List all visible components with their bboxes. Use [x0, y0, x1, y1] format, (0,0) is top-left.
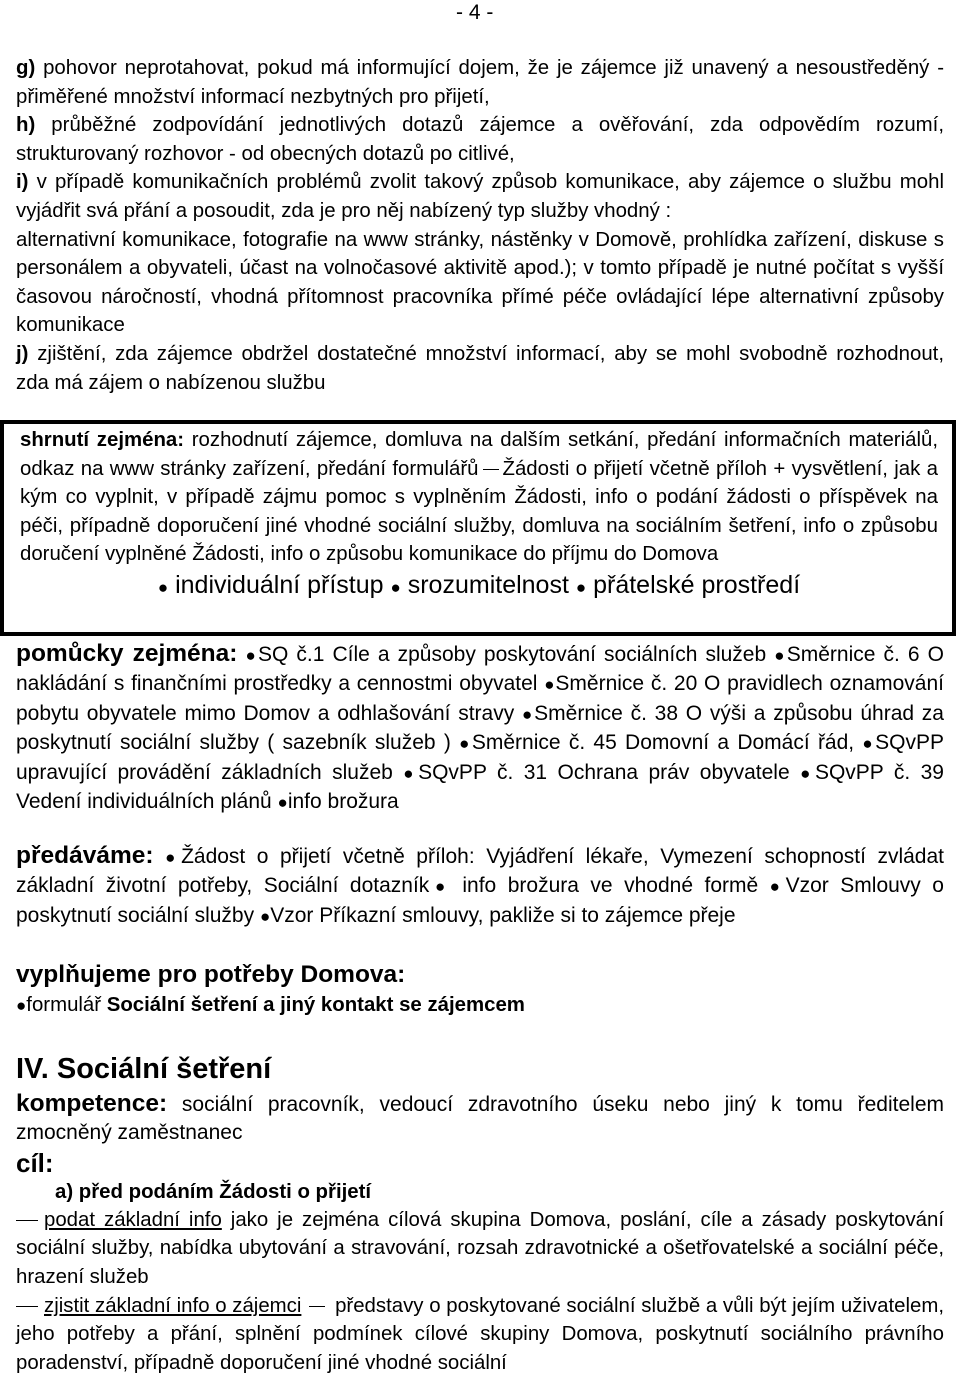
- summary-box: [0, 420, 956, 636]
- bullet-icon: ●: [390, 577, 401, 597]
- competence-text: sociální pracovník, vedoucí zdravotního úseku nebo jiný k tomu ředitelem zmocněný zaměstnanec: [16, 1093, 944, 1145]
- item-g-text: pohovor neprotahovat, pokud má informující dojem, že je zájemce již unavený a nesoustředěný - přiměřené množství informací nezbytných pro přijetí,: [16, 57, 944, 108]
- item-h-text: průběžné zodpovídání jednotlivých dotazů zájemce a ověřování, zda odpovědím rozumí, strukturovaný rozhovor - od obecných dotazů po citlivé,: [16, 114, 944, 165]
- bullet-icon: ●: [774, 646, 787, 665]
- summary-text-a: rozhodnutí zájemce, domluva na dalším setkání, předání informačních materiálů, odkaz na www stránky zařízení, předání formulářů: [20, 429, 938, 480]
- aids-label: pomůcky zejména:: [16, 640, 238, 667]
- item-i: [16, 168, 944, 225]
- bullet-icon: ●: [165, 848, 182, 867]
- goal-label: cíl:: [16, 1147, 54, 1178]
- goal-item-2-text: představy o poskytované sociální službě a vůli být jejím uživatelem, jeho potřeby a přání, splnění podmínek cílové skupiny Domova, poskytnutí sociálního právního poradenství, případně doporučení jiné vhodné sociální: [16, 1294, 944, 1374]
- item-i-label: i): [16, 171, 29, 194]
- item-h: [16, 111, 944, 168]
- handover-item: Vzor Smlouvy o poskytnutí sociální služby: [16, 874, 944, 927]
- bullet-icon: ●: [259, 906, 271, 926]
- dash-icon: [309, 1306, 325, 1307]
- bullet-icon: ●: [521, 704, 535, 724]
- bullet-icon: ●: [800, 763, 815, 783]
- item-j-label: j): [16, 342, 29, 365]
- handover-item: Vzor Příkazní smlouvy, pakliže si to zájemce přeje: [270, 903, 736, 927]
- principles-row: [20, 569, 938, 604]
- item-h-label: h): [16, 114, 36, 137]
- handover-label: předáváme:: [16, 842, 154, 869]
- aids-section: [16, 640, 944, 817]
- summary-label: shrnutí zejména:: [20, 429, 185, 451]
- item-g: [16, 54, 944, 111]
- handover-section: [16, 842, 944, 931]
- bullet-icon: ●: [277, 793, 288, 813]
- handover-paragraph: [16, 842, 944, 931]
- competence-label: kompetence:: [16, 1090, 168, 1117]
- aids-paragraph: [16, 640, 944, 817]
- fillin-form-name: Sociální šetření a jiný kontakt se zájemcem: [106, 994, 525, 1016]
- fillin-label: vyplňujeme pro potřeby Domova:: [16, 961, 406, 988]
- section-iv: [16, 1052, 944, 1377]
- goal-item-1-text: jako je zejména cílová skupina Domova, poslání, cíle a zásady poskytování sociální služby, nabídka ubytování a stravování, rozsah zdravotnické a ošetřovatelské a sociální péče, hrazení služeb: [16, 1208, 944, 1288]
- aid-item: Směrnice č. 20 O pravidlech oznamování pobytu obyvatele mimo Domov a odhlašování stravy: [16, 672, 944, 725]
- aid-item: info brožura: [287, 790, 399, 814]
- dash-icon: [483, 469, 499, 470]
- item-j-text: zjištění, zda zájemce obdržel dostatečné množství informací, aby se mohl svobodně rozhodnout, zda má zájem o nabízenou službu: [16, 342, 944, 394]
- item-j: [16, 340, 944, 397]
- item-i-continued: alternativní komunikace, fotografie na www stránky, nástěnky v Domově, prohlídka zařízení, diskuse s personálem a obyvateli, účast na volnočasové aktivitě apod.); v tomto případě je nutné počítat s vyšší časovou náročností, vhodná přítomnost pracovníka přímé péče ovládající lépe alternativní způsoby komunikace: [16, 228, 944, 337]
- aid-item: SQvPP č. 31 Ochrana práv obyvatele: [418, 760, 790, 784]
- dash-icon: [16, 1306, 38, 1307]
- aid-item: Směrnice č. 6 O nakládání s finančními prostředky a cennostmi obyvatel: [16, 643, 944, 696]
- aid-item: Směrnice č. 38 O výši a způsobu úhrad za poskytnutí sociální služby ( sazebník služeb ): [16, 701, 944, 755]
- item-i-text: v případě komunikačních problémů zvolit takový způsob komunikace, aby zájemce o službu mohl vyjádřit svá přání a posoudit, zda je pro něj nabízený typ služby vhodný :: [16, 171, 944, 222]
- aid-item: SQ č.1 Cíle a způsoby poskytování sociálních služeb: [258, 643, 767, 666]
- principle-3: přátelské prostředí: [593, 570, 801, 599]
- section-title: IV. Sociální šetření: [16, 1053, 272, 1085]
- bullet-icon: ●: [575, 577, 587, 597]
- bullet-icon: ●: [245, 646, 258, 665]
- goal-item-2: [16, 1292, 944, 1378]
- bullet-icon: ●: [544, 675, 556, 695]
- dash-icon: [16, 1220, 38, 1221]
- bullet-icon: ●: [862, 734, 876, 754]
- aid-item: SQvPP č. 39 Vedení individuálních plánů: [16, 760, 944, 814]
- principle-2: srozumitelnost: [407, 570, 569, 599]
- fillin-item: [16, 990, 944, 1021]
- principle-1: individuální přístup: [175, 570, 384, 599]
- summary-text-b: Žádosti o přijetí včetně příloh + vysvětlení, jak a kým co vyplnit, v případě zájmu pomoc s vyplněním Žádosti, info o podání žádosti o příspěvek na péči, případně doporučení jiné vhodné sociální služby, domluva na sociálním šetření, info o způsobu doručení vyplněné Žádosti, info o způsobu komunikace do příjmu do Domova: [20, 457, 938, 566]
- bullet-icon: ●: [459, 734, 472, 754]
- subheading-a: a) před podáním Žádosti o přijetí: [55, 1180, 372, 1203]
- list-g-to-j: [16, 54, 944, 397]
- goal-item-2-key: zjistit základní info o zájemci: [44, 1294, 302, 1317]
- bullet-icon: ●: [16, 996, 27, 1015]
- fillin-prefix: formulář: [26, 994, 107, 1016]
- page-number: - 4 -: [456, 1, 494, 24]
- handover-item: info brožura ve vhodné formě: [450, 874, 759, 898]
- bullet-icon: ●: [403, 763, 419, 783]
- item-g-label: g): [16, 57, 36, 79]
- goal-item-1-key: podat základní info: [44, 1208, 222, 1231]
- aid-item: SQvPP upravující provádění základních služeb: [16, 731, 944, 784]
- fillin-section: [16, 960, 944, 1021]
- competence-paragraph: [16, 1090, 944, 1148]
- bullet-icon: ●: [157, 577, 169, 597]
- summary-text: [20, 426, 938, 569]
- bullet-icon: ●: [429, 877, 451, 897]
- bullet-icon: ●: [769, 877, 786, 897]
- handover-item: Žádost o přijetí včetně příloh: Vyjádření lékaře, Vymezení schopností zvládat základní životní potřeby, Sociální dotazník: [16, 845, 944, 898]
- goal-item-1: [16, 1206, 944, 1292]
- aid-item: Směrnice č. 45 Domovní a Domácí řád,: [471, 731, 855, 755]
